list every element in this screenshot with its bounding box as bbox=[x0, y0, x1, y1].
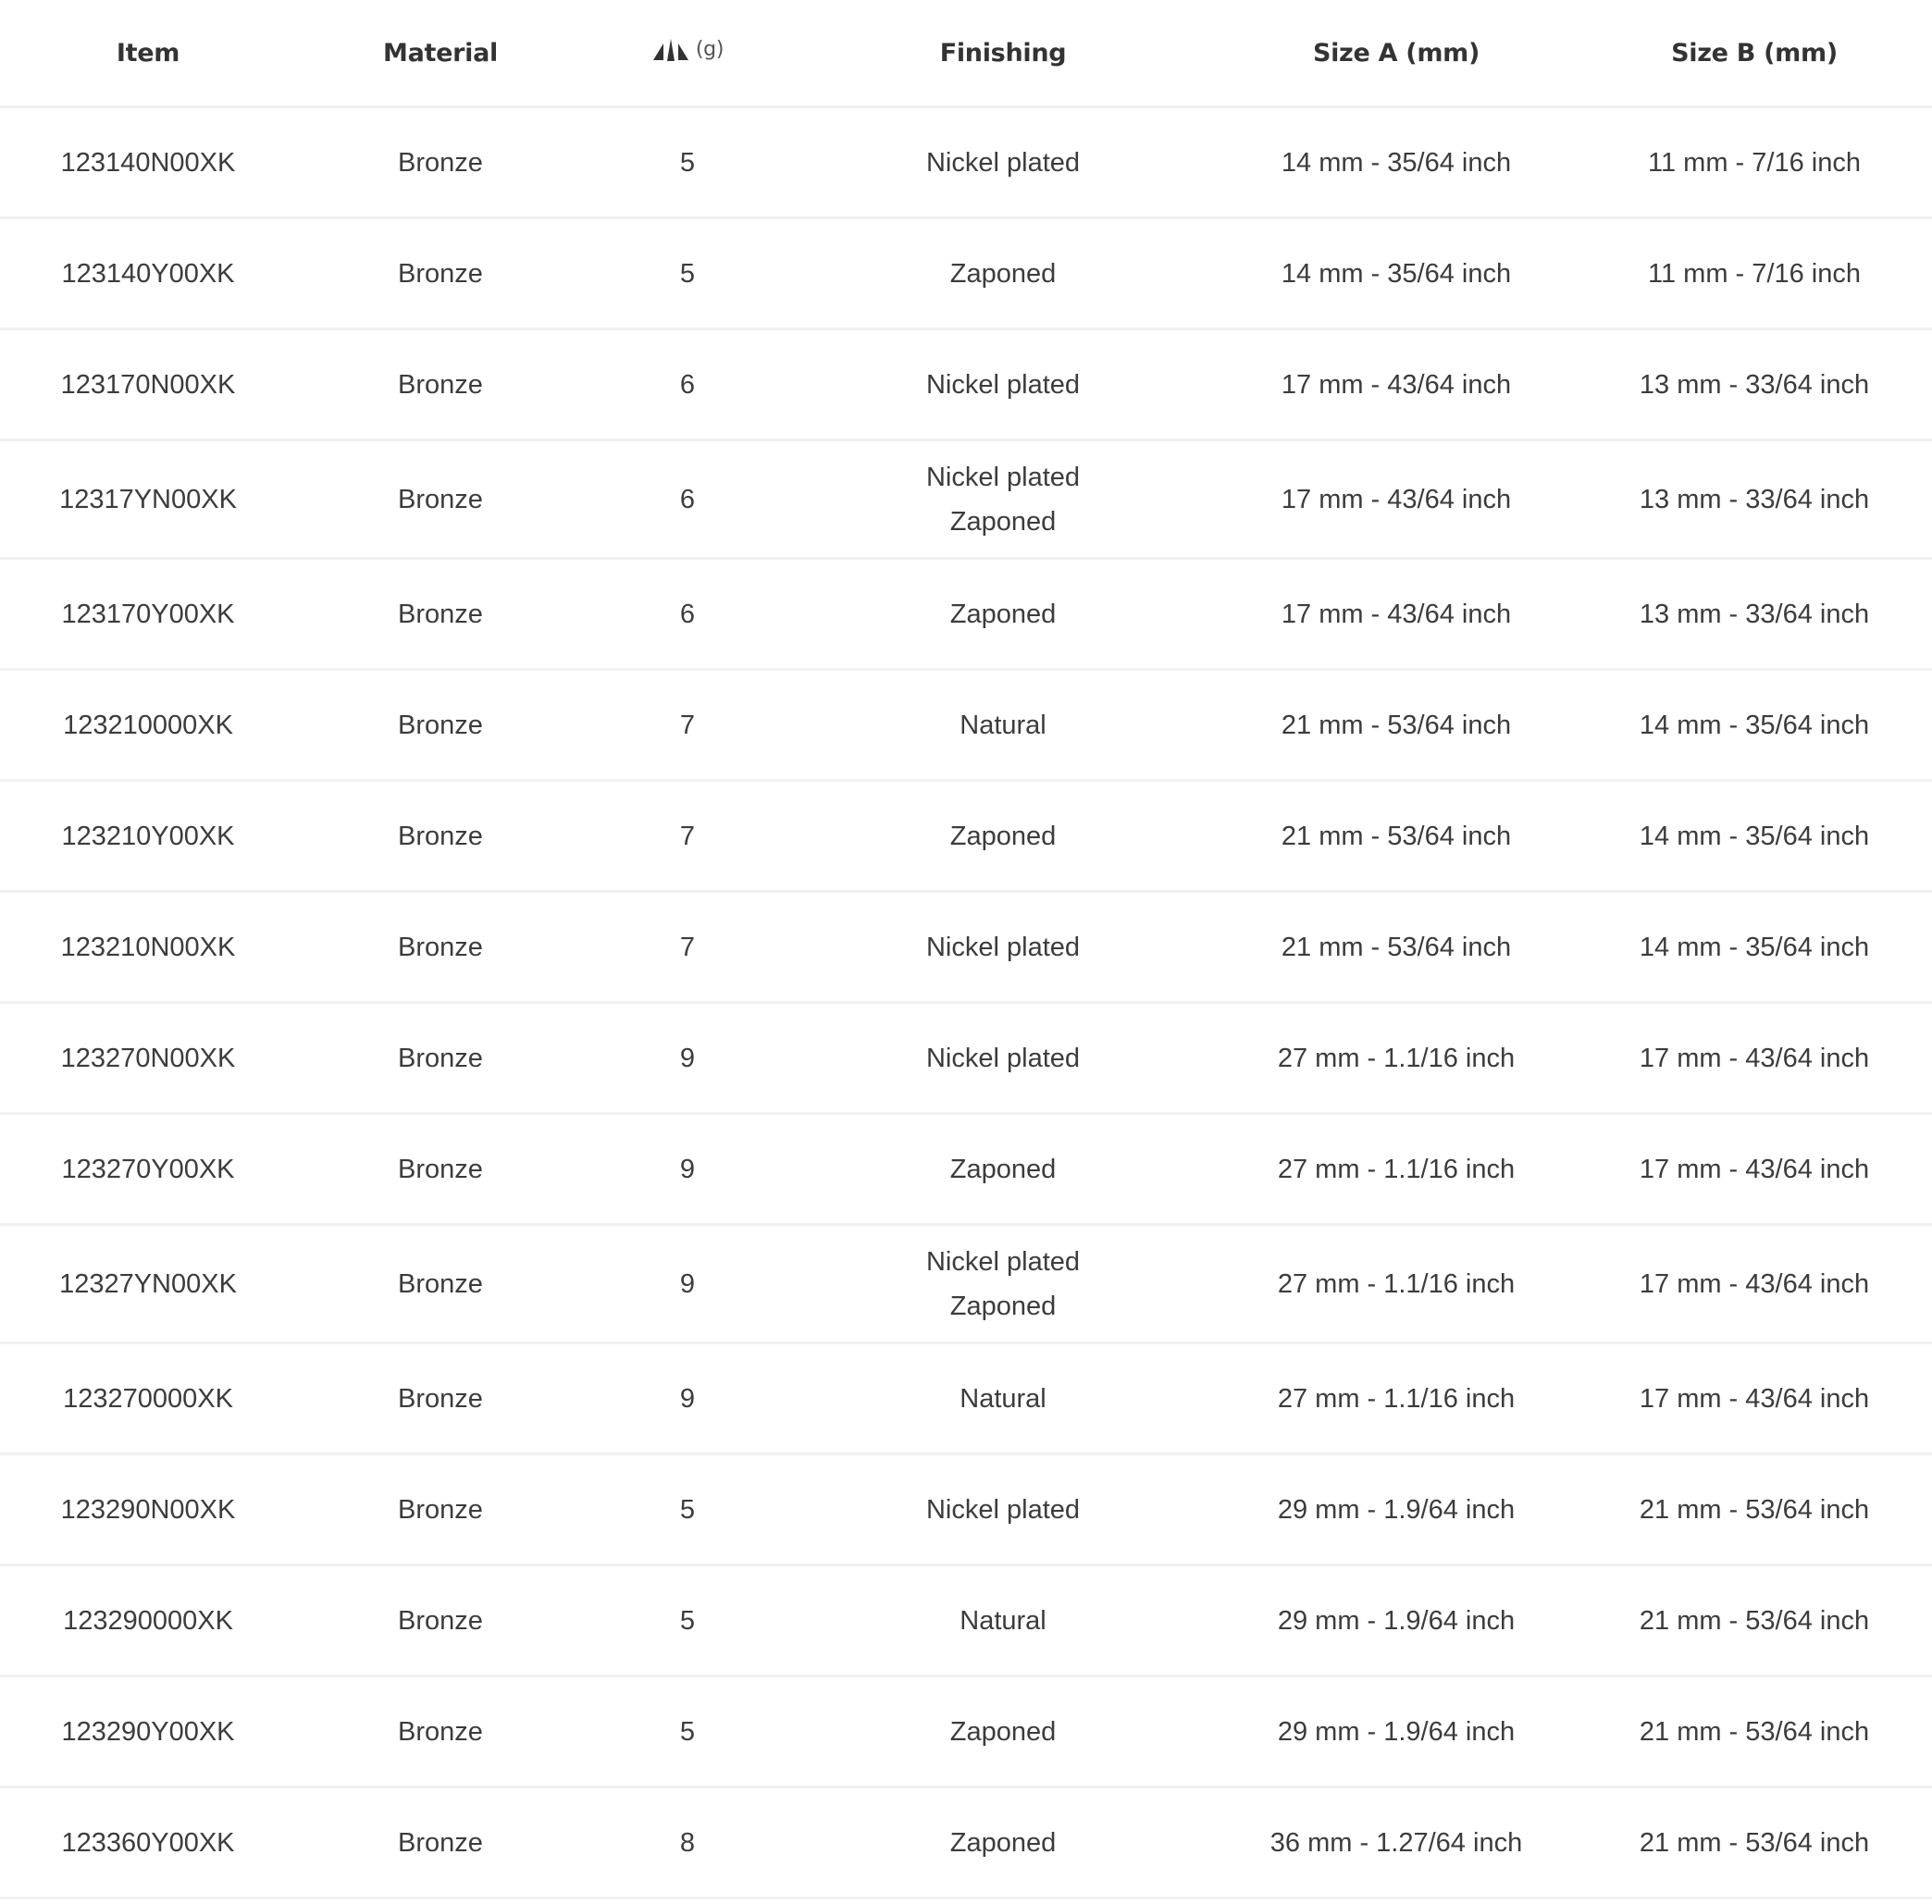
table-row bbox=[0, 1226, 1932, 1344]
size-b: 14 mm - 35/64 inch bbox=[1639, 710, 1870, 740]
item-code: 12327YN00XK bbox=[59, 1268, 237, 1299]
weight-value: 5 bbox=[679, 1716, 696, 1747]
finishing bbox=[790, 1147, 1216, 1192]
item-code: 123210Y00XK bbox=[61, 821, 235, 851]
item-code: 12317YN00XK bbox=[59, 484, 237, 514]
size-a: 17 mm - 43/64 inch bbox=[1281, 599, 1512, 629]
size-b: 21 mm - 53/64 inch bbox=[1639, 1605, 1870, 1636]
size-b: 14 mm - 35/64 inch bbox=[1639, 932, 1870, 962]
table-row bbox=[0, 560, 1932, 671]
finishing-line: Zaponed bbox=[949, 1291, 1057, 1321]
finishing bbox=[790, 592, 1216, 637]
finishing-line: Zaponed bbox=[949, 258, 1057, 289]
table-body bbox=[0, 108, 1932, 1899]
size-a: 27 mm - 1.1/16 inch bbox=[1277, 1043, 1516, 1073]
size-a: 21 mm - 53/64 inch bbox=[1281, 821, 1512, 851]
scale-icon bbox=[651, 38, 690, 62]
table-row bbox=[0, 1455, 1932, 1566]
size-b: 14 mm - 35/64 inch bbox=[1639, 821, 1870, 851]
item-code: 123290N00XK bbox=[60, 1494, 236, 1525]
material: Bronze bbox=[398, 1605, 483, 1636]
table-row bbox=[0, 1566, 1932, 1677]
finishing-line: Natural bbox=[960, 710, 1046, 740]
table-row bbox=[0, 1004, 1932, 1115]
size-b: 17 mm - 43/64 inch bbox=[1639, 1154, 1870, 1184]
item-code: 123270N00XK bbox=[60, 1043, 236, 1073]
weight-value: 6 bbox=[679, 599, 696, 629]
size-b: 13 mm - 33/64 inch bbox=[1639, 369, 1870, 400]
table-row bbox=[0, 1344, 1932, 1455]
column-header-material: Material bbox=[383, 38, 498, 68]
finishing-line: Nickel plated bbox=[925, 932, 1081, 962]
table-row bbox=[0, 108, 1932, 219]
finishing-line: Nickel plated bbox=[925, 462, 1081, 492]
finishing-line: Zaponed bbox=[949, 1827, 1057, 1858]
table-row bbox=[0, 893, 1932, 1004]
finishing bbox=[790, 925, 1216, 970]
weight-value: 7 bbox=[679, 710, 696, 740]
size-b: 17 mm - 43/64 inch bbox=[1639, 1383, 1870, 1414]
finishing-line: Nickel plated bbox=[925, 369, 1081, 400]
weight-value: 6 bbox=[679, 369, 696, 400]
finishing-line: Zaponed bbox=[949, 506, 1057, 537]
finishing-line: Zaponed bbox=[949, 1716, 1057, 1747]
column-header-size-a: Size A (mm) bbox=[1312, 38, 1480, 68]
item-code: 123210N00XK bbox=[60, 932, 236, 962]
finishing-line: Natural bbox=[960, 1605, 1046, 1636]
size-b: 13 mm - 33/64 inch bbox=[1639, 484, 1870, 514]
item-code: 123170Y00XK bbox=[61, 599, 235, 629]
finishing bbox=[790, 703, 1216, 748]
column-header-weight bbox=[585, 38, 790, 68]
size-b: 17 mm - 43/64 inch bbox=[1639, 1268, 1870, 1299]
table-row bbox=[0, 1788, 1932, 1899]
table-row bbox=[0, 441, 1932, 560]
item-code: 123270000XK bbox=[63, 1383, 233, 1414]
finishing bbox=[790, 1821, 1216, 1865]
table-row bbox=[0, 1115, 1932, 1226]
weight-value: 5 bbox=[679, 1494, 696, 1525]
size-a: 14 mm - 35/64 inch bbox=[1281, 258, 1512, 289]
table-row bbox=[0, 1677, 1932, 1788]
item-code: 123170N00XK bbox=[60, 369, 236, 400]
column-header-item: Item bbox=[116, 38, 180, 68]
finishing-line: Nickel plated bbox=[925, 1494, 1081, 1525]
weight-value: 9 bbox=[679, 1043, 696, 1073]
size-b: 11 mm - 7/16 inch bbox=[1648, 258, 1861, 289]
size-a: 29 mm - 1.9/64 inch bbox=[1277, 1494, 1516, 1525]
table-row bbox=[0, 782, 1932, 893]
material: Bronze bbox=[398, 710, 483, 740]
weight-value: 9 bbox=[679, 1268, 696, 1299]
finishing bbox=[790, 1488, 1216, 1532]
weight-value: 7 bbox=[679, 932, 696, 962]
table-row bbox=[0, 330, 1932, 441]
material: Bronze bbox=[398, 821, 483, 851]
item-code: 123210000XK bbox=[63, 710, 233, 740]
weight-value: 5 bbox=[679, 258, 696, 289]
size-a: 36 mm - 1.27/64 inch bbox=[1269, 1827, 1523, 1858]
table-row bbox=[0, 219, 1932, 330]
size-a: 27 mm - 1.1/16 inch bbox=[1277, 1154, 1516, 1184]
weight-value: 5 bbox=[679, 147, 696, 178]
finishing bbox=[790, 141, 1216, 185]
size-a: 29 mm - 1.9/64 inch bbox=[1277, 1605, 1516, 1636]
item-code: 123270Y00XK bbox=[61, 1154, 235, 1184]
size-a: 29 mm - 1.9/64 inch bbox=[1277, 1716, 1516, 1747]
material: Bronze bbox=[398, 484, 483, 514]
material: Bronze bbox=[398, 1494, 483, 1525]
weight-unit: (g) bbox=[695, 38, 724, 61]
table-header bbox=[0, 0, 1932, 108]
weight-value: 8 bbox=[679, 1827, 696, 1858]
material: Bronze bbox=[398, 1154, 483, 1184]
size-b: 17 mm - 43/64 inch bbox=[1639, 1043, 1870, 1073]
column-header-finishing: Finishing bbox=[939, 38, 1067, 68]
weight-value: 6 bbox=[679, 484, 696, 514]
finishing bbox=[790, 455, 1216, 544]
finishing-line: Nickel plated bbox=[925, 1043, 1081, 1073]
size-a: 21 mm - 53/64 inch bbox=[1281, 710, 1512, 740]
weight-value: 9 bbox=[679, 1154, 696, 1184]
finishing-line: Zaponed bbox=[949, 821, 1057, 851]
finishing-line: Natural bbox=[960, 1383, 1046, 1414]
column-header-size-b: Size B (mm) bbox=[1671, 38, 1838, 68]
finishing bbox=[790, 1240, 1216, 1329]
material: Bronze bbox=[398, 147, 483, 178]
size-a: 27 mm - 1.1/16 inch bbox=[1277, 1383, 1516, 1414]
size-a: 21 mm - 53/64 inch bbox=[1281, 932, 1512, 962]
material: Bronze bbox=[398, 1716, 483, 1747]
table-row bbox=[0, 671, 1932, 782]
material: Bronze bbox=[398, 1268, 483, 1299]
material: Bronze bbox=[398, 932, 483, 962]
weight-value: 5 bbox=[679, 1605, 696, 1636]
material: Bronze bbox=[398, 258, 483, 289]
finishing-line: Nickel plated bbox=[925, 147, 1081, 178]
finishing bbox=[790, 1036, 1216, 1081]
finishing bbox=[790, 1710, 1216, 1754]
finishing bbox=[790, 1599, 1216, 1643]
material: Bronze bbox=[398, 1043, 483, 1073]
size-b: 13 mm - 33/64 inch bbox=[1639, 599, 1870, 629]
weight-value: 7 bbox=[679, 821, 696, 851]
material: Bronze bbox=[398, 369, 483, 400]
size-b: 21 mm - 53/64 inch bbox=[1639, 1716, 1870, 1747]
finishing-line: Nickel plated bbox=[925, 1246, 1081, 1277]
size-a: 17 mm - 43/64 inch bbox=[1281, 369, 1512, 400]
material: Bronze bbox=[398, 1383, 483, 1414]
finishing bbox=[790, 814, 1216, 859]
finishing-line: Zaponed bbox=[949, 1154, 1057, 1184]
size-a: 14 mm - 35/64 inch bbox=[1281, 147, 1512, 178]
size-a: 27 mm - 1.1/16 inch bbox=[1277, 1268, 1516, 1299]
item-code: 123140N00XK bbox=[60, 147, 236, 178]
item-code: 123140Y00XK bbox=[61, 258, 235, 289]
finishing-line: Zaponed bbox=[949, 599, 1057, 629]
finishing bbox=[790, 363, 1216, 407]
item-code: 123360Y00XK bbox=[61, 1827, 235, 1858]
material: Bronze bbox=[398, 1827, 483, 1858]
size-b: 21 mm - 53/64 inch bbox=[1639, 1494, 1870, 1525]
item-code: 123290Y00XK bbox=[61, 1716, 235, 1747]
size-b: 21 mm - 53/64 inch bbox=[1639, 1827, 1870, 1858]
size-a: 17 mm - 43/64 inch bbox=[1281, 484, 1512, 514]
size-b: 11 mm - 7/16 inch bbox=[1648, 147, 1861, 178]
item-code: 123290000XK bbox=[63, 1605, 233, 1636]
finishing bbox=[790, 252, 1216, 296]
weight-value: 9 bbox=[679, 1383, 696, 1414]
material: Bronze bbox=[398, 599, 483, 629]
finishing bbox=[790, 1377, 1216, 1421]
